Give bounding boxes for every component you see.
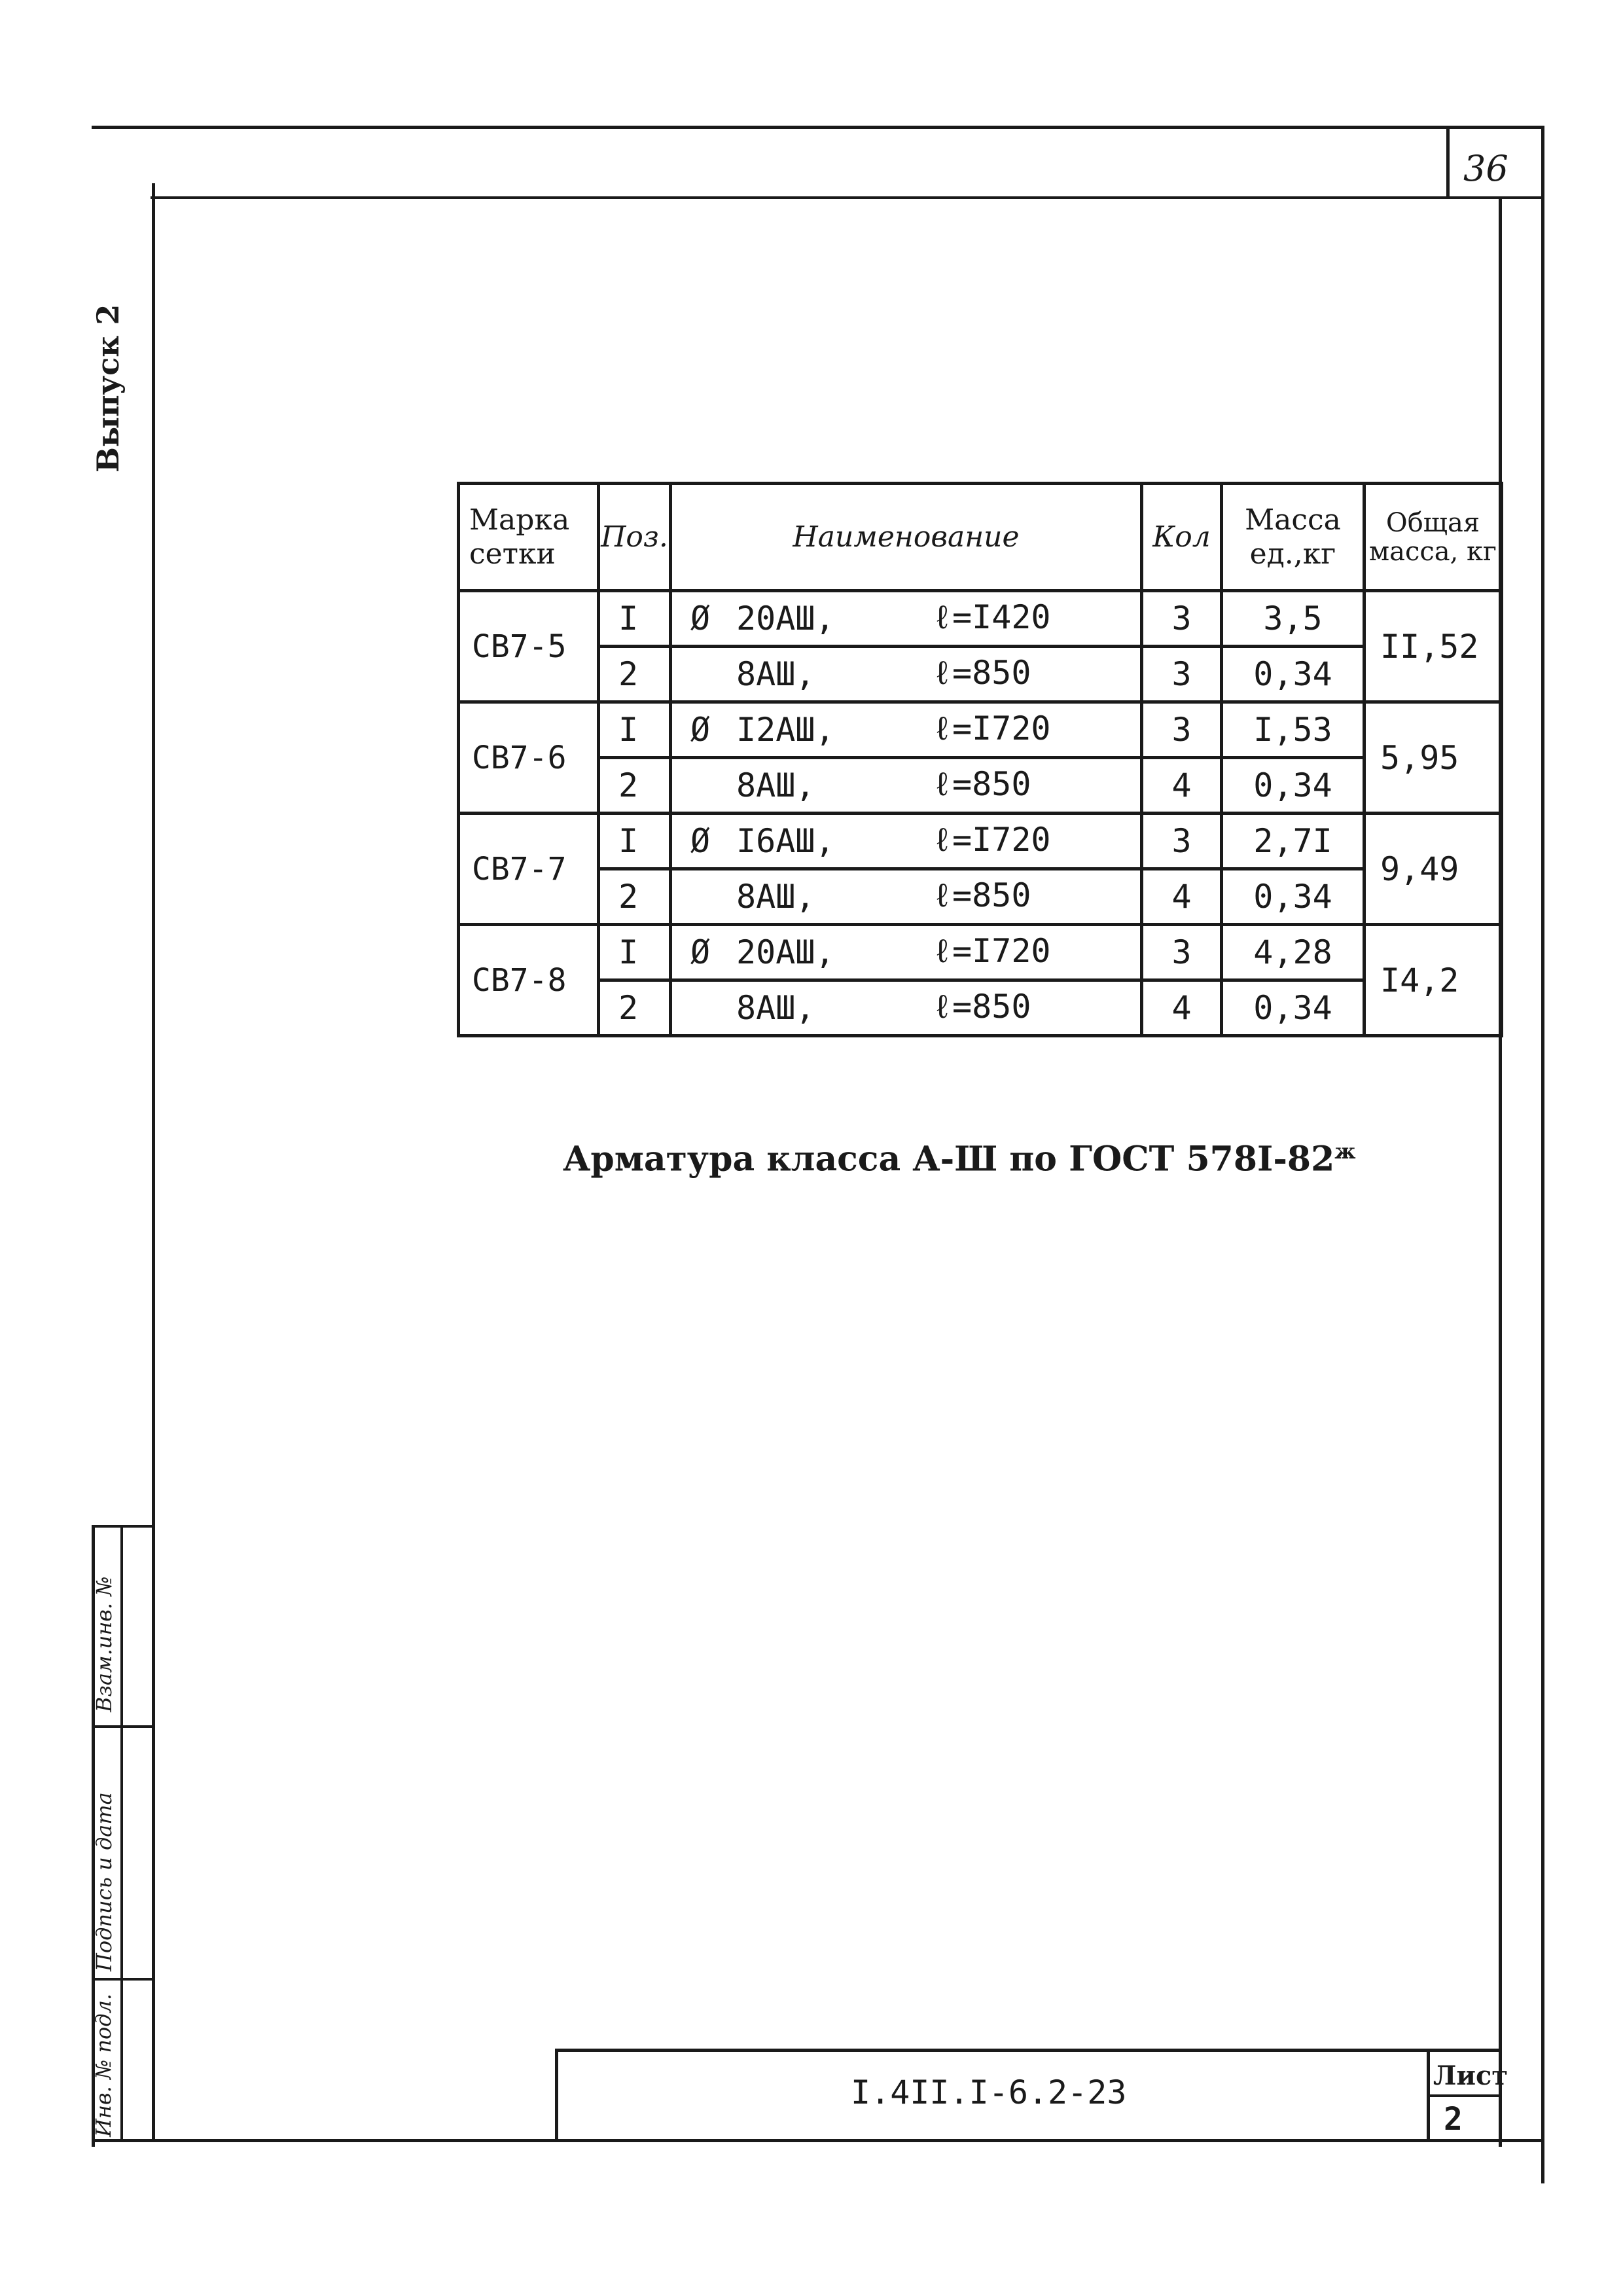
pos-cell: I bbox=[599, 925, 671, 980]
mark-cell: СВ7-7 bbox=[459, 814, 599, 925]
sheet-value: 2 bbox=[1444, 2101, 1463, 2138]
mark-cell: СВ7-5 bbox=[459, 591, 599, 702]
bar-spec: I6АШ, bbox=[736, 822, 835, 860]
mark-cell: СВ7-6 bbox=[459, 702, 599, 814]
bar-spec: 8АШ, bbox=[736, 878, 815, 916]
bar-length: ℓ=I720 bbox=[933, 709, 1051, 747]
stamp-top bbox=[92, 1525, 152, 1528]
frame-right-outer bbox=[1541, 128, 1544, 2183]
side-label-top: Выпуск 2 bbox=[90, 304, 126, 473]
table-row bbox=[459, 814, 1502, 869]
name-cell bbox=[671, 702, 1142, 758]
name-cell bbox=[671, 869, 1142, 925]
mass-cell: 0,34 bbox=[1222, 647, 1364, 702]
frame-bottom bbox=[92, 2139, 1544, 2142]
name-cell bbox=[671, 980, 1142, 1036]
document-code: I.4II.I-6.2-23 bbox=[851, 2073, 1127, 2111]
frame-left-inner bbox=[152, 183, 155, 2140]
name-cell bbox=[671, 647, 1142, 702]
table-row bbox=[459, 758, 1502, 814]
mass-cell: 0,34 bbox=[1222, 758, 1364, 814]
bar-length: ℓ=850 bbox=[933, 876, 1031, 914]
name-cell bbox=[671, 925, 1142, 980]
mark-cell: СВ7-8 bbox=[459, 925, 599, 1036]
note-sup: ж bbox=[1334, 1139, 1356, 1164]
sheet-number-top: 36 bbox=[1463, 148, 1508, 189]
table-row bbox=[459, 869, 1502, 925]
bar-length: ℓ=850 bbox=[933, 654, 1031, 692]
sheet-box-left bbox=[1446, 128, 1450, 199]
title-block-sheet-row bbox=[1427, 2094, 1500, 2097]
table-row bbox=[459, 591, 1502, 647]
diameter-sign: Ø bbox=[690, 711, 711, 749]
name-cell bbox=[671, 758, 1142, 814]
bar-length: ℓ=I420 bbox=[933, 598, 1051, 636]
bar-spec: I2АШ, bbox=[736, 711, 835, 749]
qty-cell: 4 bbox=[1142, 980, 1222, 1036]
frame-top-inner bbox=[151, 196, 1544, 199]
table-row bbox=[459, 702, 1502, 758]
table-row bbox=[459, 980, 1502, 1036]
diameter-sign: Ø bbox=[690, 822, 711, 860]
mass-cell: 0,34 bbox=[1222, 980, 1364, 1036]
pos-cell: 2 bbox=[599, 647, 671, 702]
qty-cell: 3 bbox=[1142, 591, 1222, 647]
note-text: Арматура класса А-Ш по ГОСТ 578I-82 bbox=[563, 1139, 1335, 1179]
qty-cell: 4 bbox=[1142, 869, 1222, 925]
spec-table bbox=[457, 482, 1503, 1037]
stamp-label-sign: Подпись и дата bbox=[92, 1792, 116, 1971]
bar-length: ℓ=I720 bbox=[933, 821, 1051, 859]
total-cell: 5,95 bbox=[1364, 702, 1502, 814]
header-qty: Кол bbox=[1142, 484, 1222, 591]
table-row bbox=[459, 647, 1502, 702]
qty-cell: 3 bbox=[1142, 814, 1222, 869]
stamp-label-inv: Инв. № подл. bbox=[91, 1993, 116, 2137]
name-cell bbox=[671, 591, 1142, 647]
mass-cell: 3,5 bbox=[1222, 591, 1364, 647]
pos-cell: I bbox=[599, 702, 671, 758]
total-cell: II,52 bbox=[1364, 591, 1502, 702]
pos-cell: I bbox=[599, 814, 671, 869]
header-pos: Поз. bbox=[599, 484, 671, 591]
table-header-row bbox=[459, 484, 1502, 591]
mass-cell: I,53 bbox=[1222, 702, 1364, 758]
name-cell bbox=[671, 814, 1142, 869]
stamp-col-divider bbox=[120, 1525, 123, 2140]
qty-cell: 3 bbox=[1142, 647, 1222, 702]
title-block-left bbox=[555, 2049, 558, 2140]
stamp-sep-1 bbox=[92, 1725, 152, 1728]
total-cell: I4,2 bbox=[1364, 925, 1502, 1036]
pos-cell: 2 bbox=[599, 980, 671, 1036]
reinforcement-note bbox=[563, 1139, 1356, 1179]
frame-top-outer bbox=[92, 126, 1544, 129]
diameter-sign: Ø bbox=[690, 933, 711, 971]
mass-cell: 0,34 bbox=[1222, 869, 1364, 925]
qty-cell: 3 bbox=[1142, 702, 1222, 758]
qty-cell: 4 bbox=[1142, 758, 1222, 814]
pos-cell: 2 bbox=[599, 869, 671, 925]
header-total-mass: Общая масса, кг bbox=[1364, 484, 1502, 591]
header-mark: Марка сетки bbox=[459, 484, 599, 591]
mass-cell: 4,28 bbox=[1222, 925, 1364, 980]
bar-spec: 20АШ, bbox=[736, 600, 835, 637]
title-block-top bbox=[555, 2049, 1499, 2052]
pos-cell: 2 bbox=[599, 758, 671, 814]
stamp-label-replace: Взам.инв. № bbox=[92, 1576, 116, 1712]
header-name: Наименование bbox=[671, 484, 1142, 591]
mass-cell: 2,7I bbox=[1222, 814, 1364, 869]
bar-spec: 8АШ, bbox=[736, 989, 815, 1027]
diameter-sign: Ø bbox=[690, 600, 711, 637]
sheet-label: Лист bbox=[1433, 2060, 1508, 2091]
bar-length: ℓ=850 bbox=[933, 765, 1031, 803]
bar-length: ℓ=850 bbox=[933, 988, 1031, 1026]
total-cell: 9,49 bbox=[1364, 814, 1502, 925]
bar-spec: 8АШ, bbox=[736, 766, 815, 804]
qty-cell: 3 bbox=[1142, 925, 1222, 980]
table-row bbox=[459, 925, 1502, 980]
pos-cell: I bbox=[599, 591, 671, 647]
header-unit-mass: Масса ед.,кг bbox=[1222, 484, 1364, 591]
bar-length: ℓ=I720 bbox=[933, 932, 1051, 970]
bar-spec: 20АШ, bbox=[736, 933, 835, 971]
bar-spec: 8АШ, bbox=[736, 655, 815, 693]
